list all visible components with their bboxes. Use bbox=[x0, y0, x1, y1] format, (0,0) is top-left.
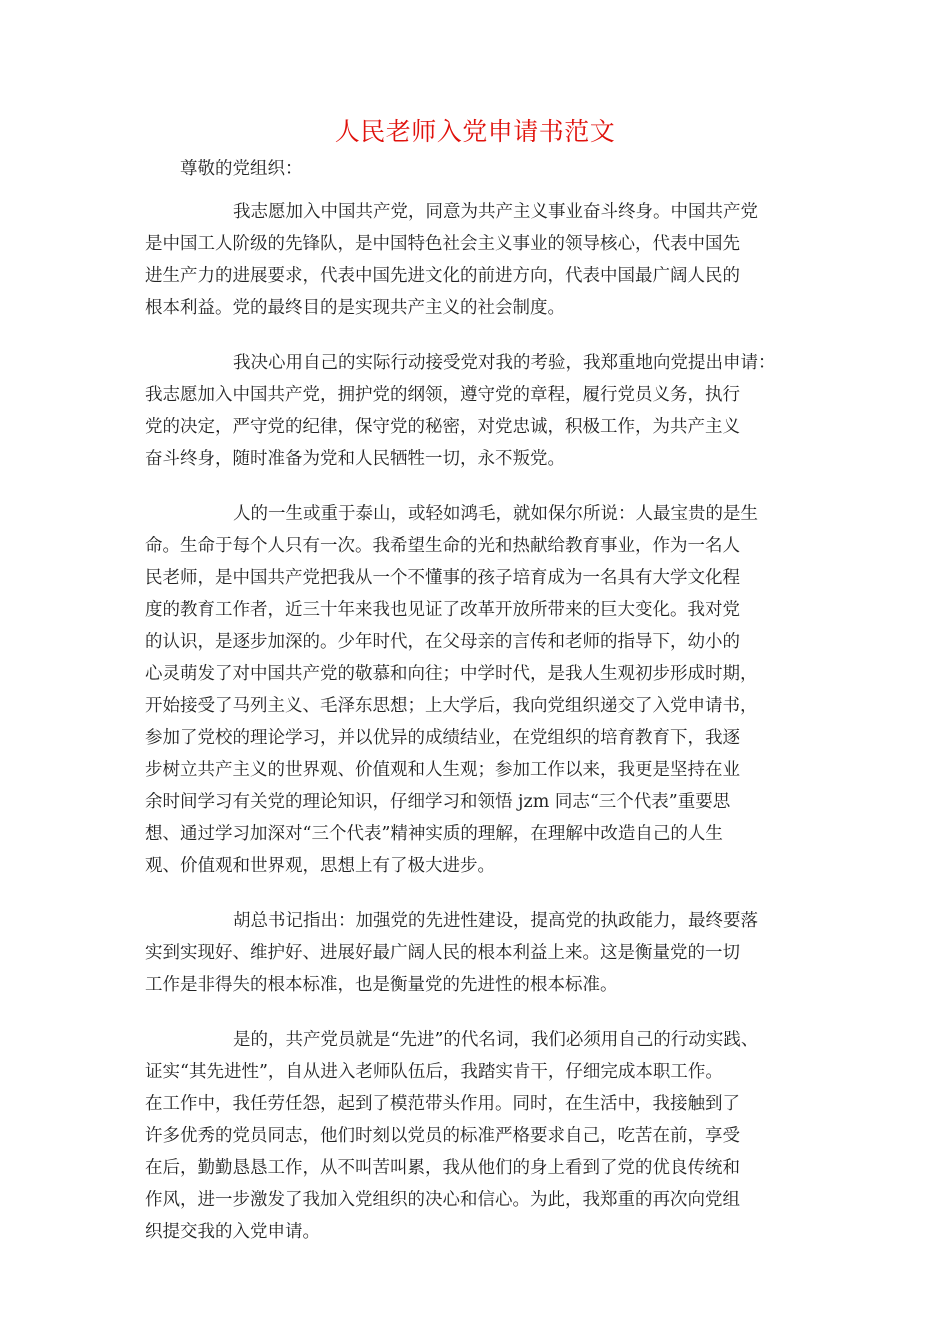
paragraph bbox=[145, 1024, 805, 1248]
text-line: 是的，共产党员就是“先进”的代名词，我们必须用自己的行动实践、 bbox=[233, 1030, 759, 1050]
text-line: 度的教育工作者，近三十年来我也见证了改革开放所带来的巨大变化。我对党 bbox=[145, 600, 740, 620]
paragraph bbox=[145, 196, 805, 324]
text-line: 我志愿加入中国共产党，拥护党的纲领，遵守党的章程，履行党员义务，执行 bbox=[145, 385, 740, 405]
paragraph bbox=[145, 347, 805, 475]
salutation: 尊敬的党组织： bbox=[180, 159, 303, 179]
document-body bbox=[145, 196, 805, 1271]
text-line: 参加了党校的理论学习，并以优异的成绩结业，在党组织的培育教育下，我逐 bbox=[145, 728, 740, 748]
text-line: 的认识，是逐步加深的。少年时代，在父母亲的言传和老师的指导下，幼小的 bbox=[145, 632, 740, 652]
text-line: 在后，勤勤恳恳工作，从不叫苦叫累，我从他们的身上看到了党的优良传统和 bbox=[145, 1158, 740, 1178]
paragraph bbox=[145, 905, 805, 1001]
text-line: 我志愿加入中国共产党，同意为共产主义事业奋斗终身。中国共产党 bbox=[233, 202, 758, 222]
text-line: 实到实现好、维护好、进展好最广阔人民的根本利益上来。这是衡量党的一切 bbox=[145, 943, 740, 963]
text-line: 工作是非得失的根本标准，也是衡量党的先进性的根本标准。 bbox=[145, 975, 618, 995]
text-line: 步树立共产主义的世界观、价值观和人生观；参加工作以来，我更是坚持在业 bbox=[145, 760, 740, 780]
text-line: 余时间学习有关党的理论知识，仔细学习和领悟 jzm 同志“三个代表”重要思 bbox=[145, 792, 731, 812]
text-line: 织提交我的入党申请。 bbox=[145, 1222, 320, 1242]
text-line: 在工作中，我任劳任怨，起到了模范带头作用。同时，在生活中，我接触到了 bbox=[145, 1094, 740, 1114]
text-line: 心灵萌发了对中国共产党的敬慕和向往；中学时代，是我人生观初步形成时期， bbox=[145, 664, 758, 684]
text-line: 胡总书记指出：加强党的先进性建设，提高党的执政能力，最终要落 bbox=[233, 911, 758, 931]
text-line: 民老师，是中国共产党把我从一个不懂事的孩子培育成为一名具有大学文化程 bbox=[145, 568, 740, 588]
paragraph bbox=[145, 498, 805, 882]
text-line: 是中国工人阶级的先锋队，是中国特色社会主义事业的领导核心，代表中国先 bbox=[145, 234, 740, 254]
document-title: 人民老师入党申请书范文 bbox=[334, 117, 616, 146]
text-line: 作风，进一步激发了我加入党组织的决心和信心。为此，我郑重的再次向党组 bbox=[145, 1190, 740, 1210]
text-line: 观、价值观和世界观，思想上有了极大进步。 bbox=[145, 856, 495, 876]
text-line: 想、通过学习加深对“三个代表”精神实质的理解，在理解中改造自己的人生 bbox=[145, 824, 723, 844]
text-line: 许多优秀的党员同志，他们时刻以党员的标准严格要求自己，吃苦在前，享受 bbox=[145, 1126, 740, 1146]
text-line: 命。生命于每个人只有一次。我希望生命的光和热献给教育事业，作为一名人 bbox=[145, 536, 740, 556]
text-line: 奋斗终身，随时准备为党和人民牺牲一切，永不叛党。 bbox=[145, 449, 565, 469]
text-line: 开始接受了马列主义、毛泽东思想；上大学后，我向党组织递交了入党申请书， bbox=[145, 696, 758, 716]
text-line: 进生产力的进展要求，代表中国先进文化的前进方向，代表中国最广阔人民的 bbox=[145, 266, 740, 286]
text-line: 我决心用自己的实际行动接受党对我的考验，我郑重地向党提出申请： bbox=[233, 353, 776, 373]
text-line: 证实“其先进性”，自从进入老师队伍后，我踏实肯干，仔细完成本职工作。 bbox=[145, 1062, 723, 1082]
text-line: 党的决定，严守党的纪律，保守党的秘密，对党忠诚，积极工作，为共产主义 bbox=[145, 417, 740, 437]
text-line: 人的一生或重于泰山，或轻如鸿毛，就如保尔所说：人最宝贵的是生 bbox=[233, 504, 758, 524]
text-line: 根本利益。党的最终目的是实现共产主义的社会制度。 bbox=[145, 298, 565, 318]
